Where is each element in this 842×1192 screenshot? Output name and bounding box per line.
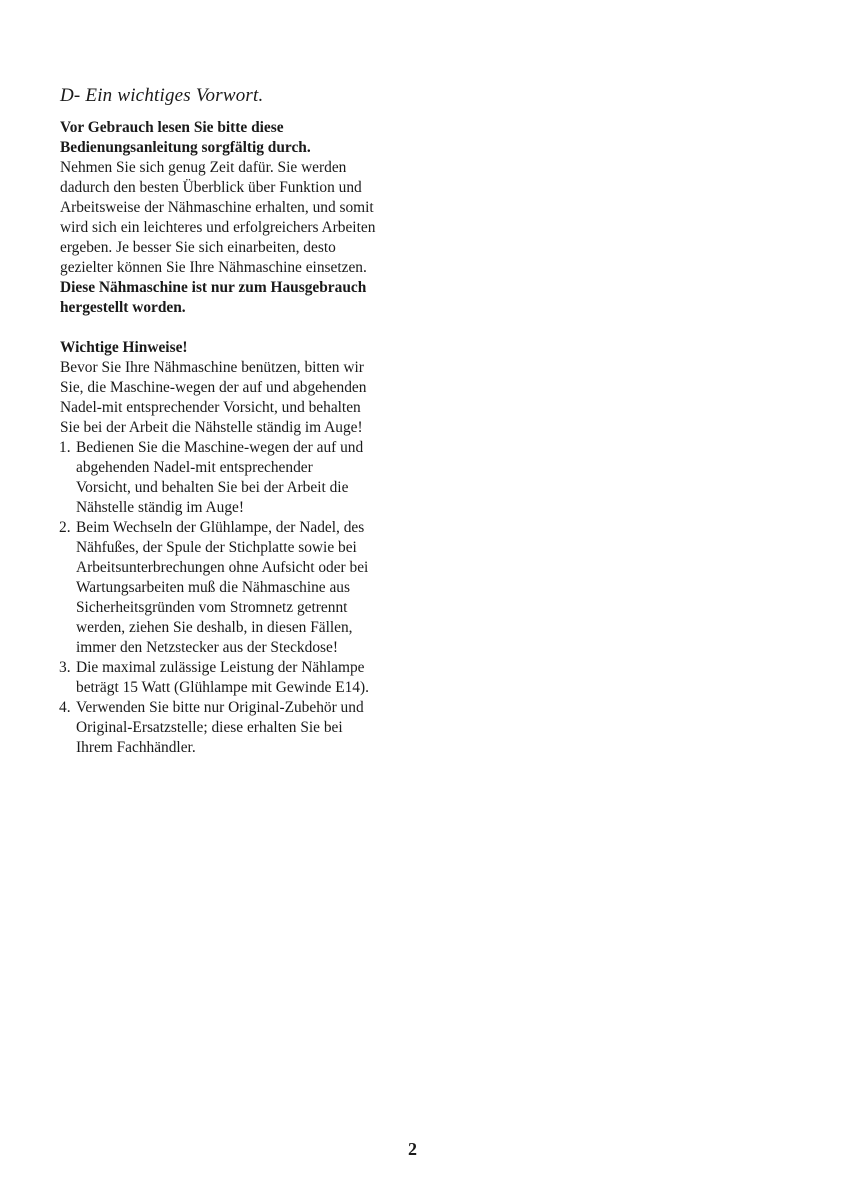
item-line: abgehenden Nadel-mit entsprechender xyxy=(76,459,313,476)
notice-item-4 xyxy=(60,698,440,758)
item-line: Verwenden Sie bitte nur Original-Zubehör und xyxy=(76,699,364,716)
item-line: Beim Wechseln der Glühlampe, der Nadel, des xyxy=(76,519,365,536)
item-line: immer den Netzstecker aus der Steckdose! xyxy=(76,639,338,656)
intro-line: wird sich ein leichteres und erfolgreichers Arbeiten xyxy=(60,219,376,236)
page-number: 2 xyxy=(408,1139,417,1159)
item-line: Die maximal zulässige Leistung der Nählampe xyxy=(76,659,365,676)
item-line: Vorsicht, und behalten Sie bei der Arbeit die xyxy=(76,479,349,496)
item-number: 4. xyxy=(59,699,71,716)
item-line: Wartungsarbeiten muß die Nähmaschine aus xyxy=(76,579,350,596)
notices-line: Nadel-mit entsprechender Vorsicht, und behalten xyxy=(60,399,361,416)
notices-section xyxy=(60,338,440,758)
notices-line: Sie, die Maschine-wegen der auf und abgehenden xyxy=(60,379,367,396)
intro-note-line: Diese Nähmaschine ist nur zum Hausgebrauch xyxy=(60,279,367,296)
item-line: Nähstelle ständig im Auge! xyxy=(76,499,244,516)
intro-line: Arbeitsweise der Nähmaschine erhalten, und somit xyxy=(60,199,374,216)
notice-item-2 xyxy=(60,518,440,658)
item-line: Original-Ersatzstelle; diese erhalten Sie bei xyxy=(76,719,343,736)
intro-line: dadurch den besten Überblick über Funktion und xyxy=(60,179,362,196)
item-number: 3. xyxy=(59,659,71,676)
intro-line: gezielter können Sie Ihre Nähmaschine einsetzen. xyxy=(60,259,367,276)
item-line: beträgt 15 Watt (Glühlampe mit Gewinde E14). xyxy=(76,679,369,696)
section-heading: D- Ein wichtiges Vorwort. xyxy=(60,85,264,106)
notices-line: Sie bei der Arbeit die Nähstelle ständig im Auge! xyxy=(60,419,363,436)
item-line: werden, ziehen Sie deshalb, in diesen Fällen, xyxy=(76,619,353,636)
notice-item-3 xyxy=(60,658,440,698)
item-line: Bedienen Sie die Maschine-wegen der auf und xyxy=(76,439,364,456)
item-line: Arbeitsunterbrechungen ohne Aufsicht oder bei xyxy=(76,559,369,576)
item-line: Sicherheitsgründen vom Stromnetz getrennt xyxy=(76,599,348,616)
intro-line: ergeben. Je besser Sie sich einarbeiten, desto xyxy=(60,239,336,256)
item-line: Ihrem Fachhändler. xyxy=(76,739,196,756)
intro-section xyxy=(60,118,440,318)
intro-note-line: hergestellt worden. xyxy=(60,299,186,316)
notices-line: Bevor Sie Ihre Nähmaschine benützen, bitten wir xyxy=(60,359,364,376)
item-line: Nähfußes, der Spule der Stichplatte sowie bei xyxy=(76,539,357,556)
document-page xyxy=(60,84,440,758)
intro-bold-line: Bedienungsanleitung sorgfältig durch. xyxy=(60,139,311,156)
notices-title: Wichtige Hinweise! xyxy=(60,339,188,356)
notice-item-1 xyxy=(60,438,440,518)
intro-line: Nehmen Sie sich genug Zeit dafür. Sie werden xyxy=(60,159,347,176)
item-number: 2. xyxy=(59,519,71,536)
intro-bold-line: Vor Gebrauch lesen Sie bitte diese xyxy=(60,119,284,136)
item-number: 1. xyxy=(59,439,71,456)
